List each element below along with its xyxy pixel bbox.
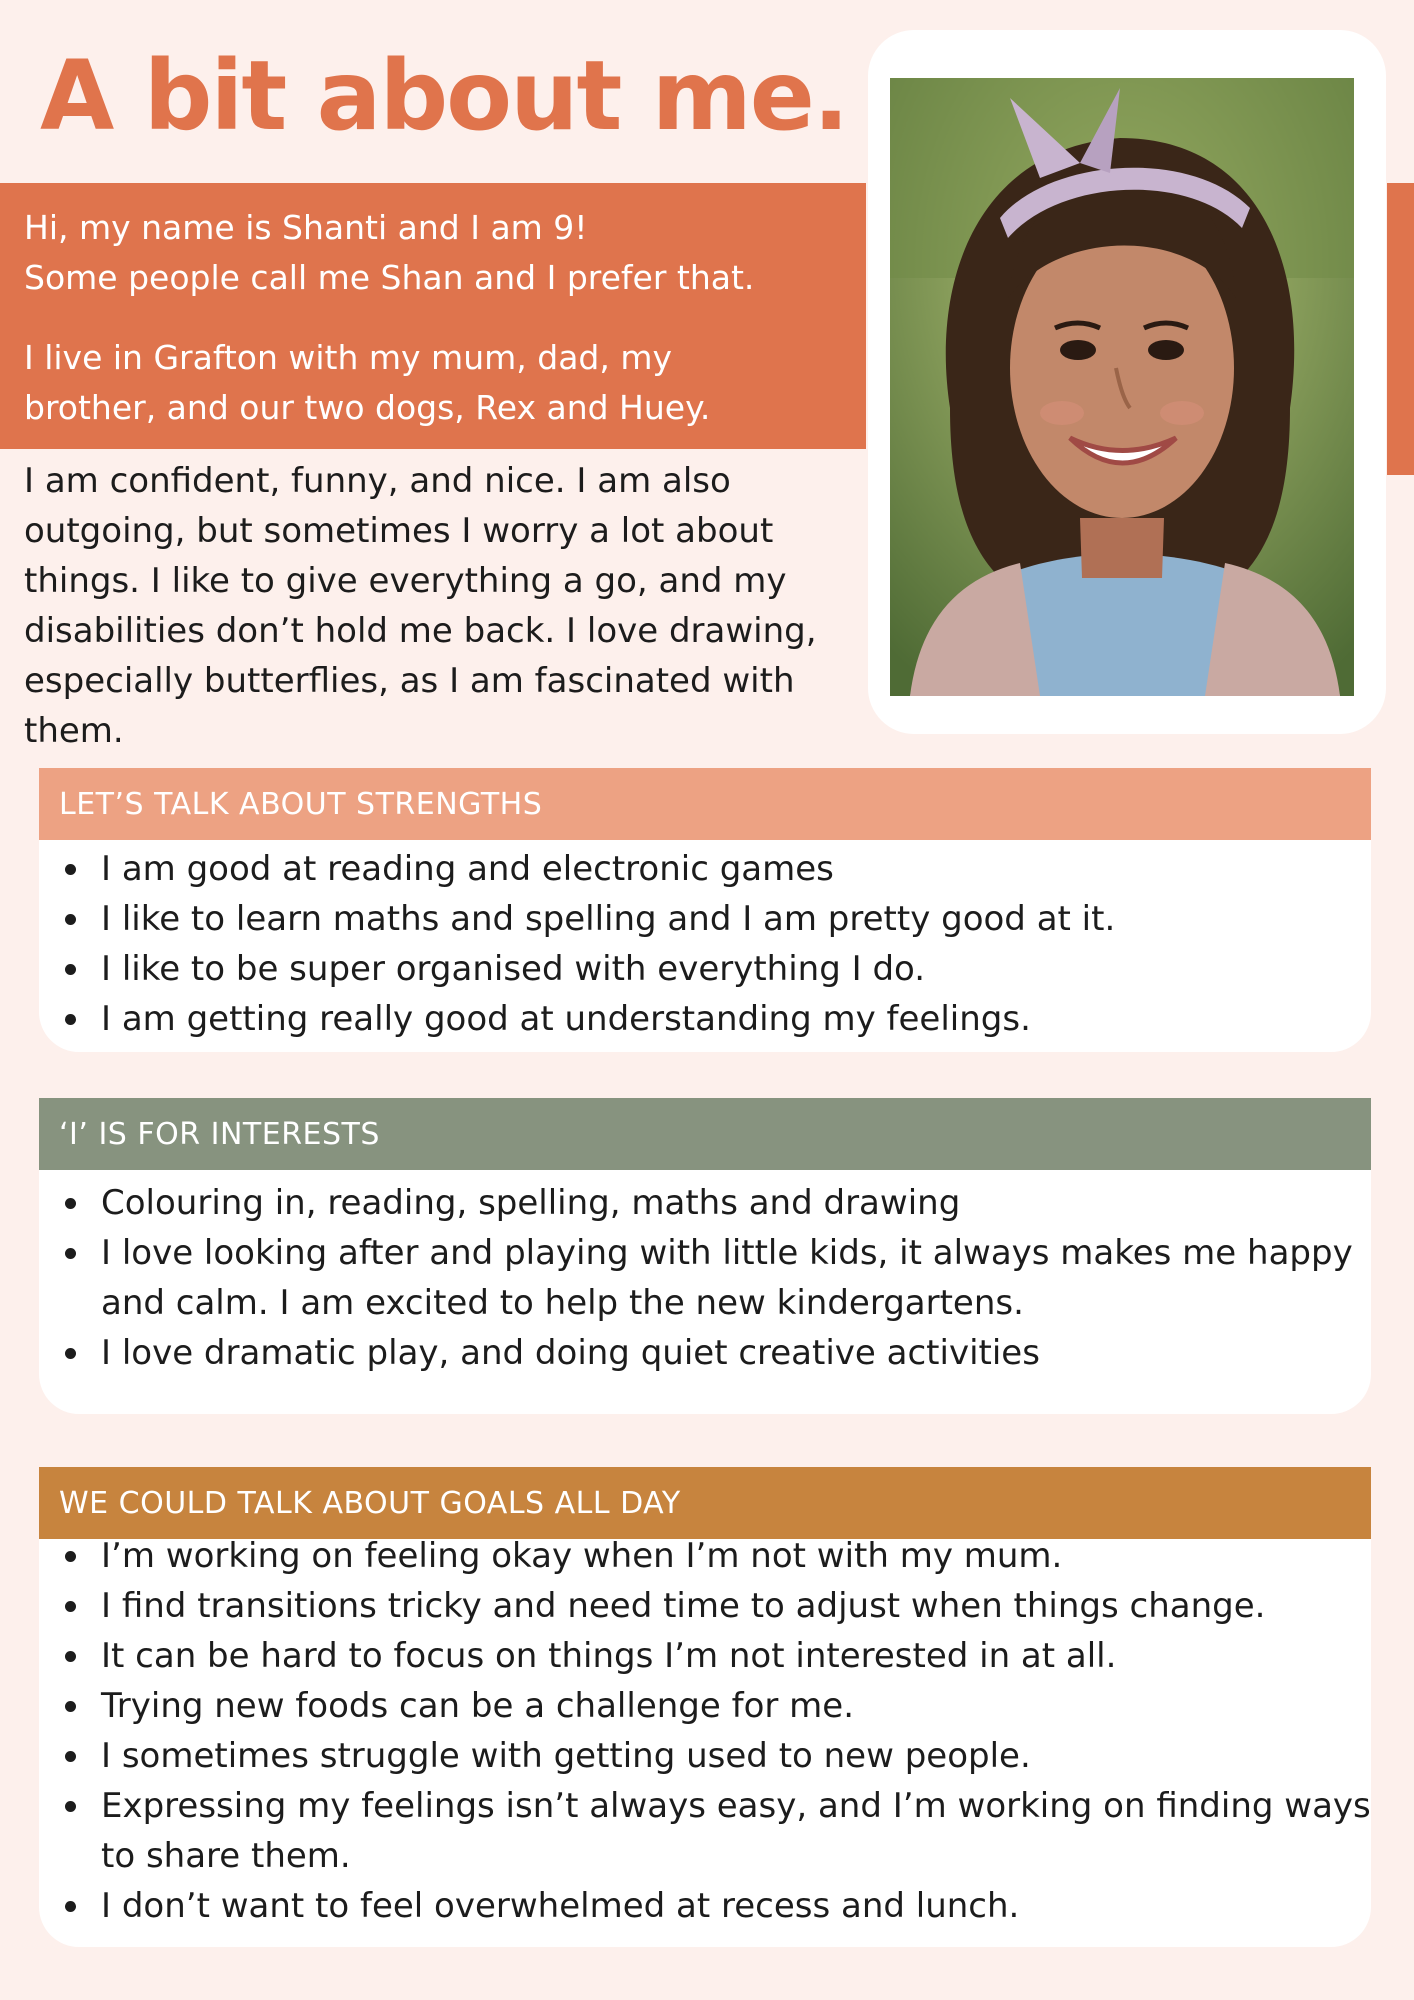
goals-section bbox=[39, 1467, 1371, 1947]
list-item: I’m working on feeling okay when I’m not with my mum. bbox=[39, 1531, 1371, 1581]
intro-home bbox=[24, 333, 842, 433]
portrait-illustration bbox=[890, 78, 1354, 696]
intro-line-3: I live in Grafton with my mum, dad, my bbox=[24, 338, 673, 377]
list-item: Trying new foods can be a challenge for me. bbox=[39, 1681, 1371, 1731]
intro-line-2: Some people call me Shan and I prefer that. bbox=[24, 258, 755, 297]
list-item: I love dramatic play, and doing quiet creative activities bbox=[39, 1328, 1371, 1378]
portrait-photo bbox=[890, 78, 1354, 696]
list-item: I don’t want to feel overwhelmed at recess and lunch. bbox=[39, 1881, 1371, 1931]
intro-line-4: brother, and our two dogs, Rex and Huey. bbox=[24, 388, 711, 427]
list-item: I like to learn maths and spelling and I am pretty good at it. bbox=[39, 894, 1371, 944]
list-item: I am getting really good at understanding my feelings. bbox=[39, 994, 1371, 1044]
list-item: I am good at reading and electronic games bbox=[39, 844, 1371, 894]
goals-heading: WE COULD TALK ABOUT GOALS ALL DAY bbox=[39, 1467, 1371, 1539]
interests-section bbox=[39, 1098, 1371, 1414]
interests-heading: ‘I’ IS FOR INTERESTS bbox=[39, 1098, 1371, 1170]
list-item: Expressing my feelings isn’t always easy, and I’m working on finding ways to share them. bbox=[39, 1781, 1371, 1881]
list-item: I love looking after and playing with little kids, it always makes me happy and calm. I am excited to help the new kindergartens. bbox=[39, 1228, 1371, 1328]
goals-list bbox=[39, 1531, 1371, 1931]
intro-line-1: Hi, my name is Shanti and I am 9! bbox=[24, 208, 588, 247]
about-paragraph: I am confident, funny, and nice. I am also outgoing, but sometimes I worry a lot about things. I like to give everything a go, and my disabilities don’t hold me back. I love drawing, especially butterflies, as I am fascinated with them. bbox=[24, 461, 817, 751]
list-item: I sometimes struggle with getting used to new people. bbox=[39, 1731, 1371, 1781]
strengths-heading: LET’S TALK ABOUT STRENGTHS bbox=[39, 768, 1371, 840]
intro-band bbox=[0, 183, 866, 449]
decorative-strip bbox=[1387, 183, 1414, 475]
list-item: It can be hard to focus on things I’m not interested in at all. bbox=[39, 1631, 1371, 1681]
strengths-list bbox=[39, 840, 1371, 1044]
list-item: Colouring in, reading, spelling, maths and drawing bbox=[39, 1178, 1371, 1228]
strengths-section bbox=[39, 768, 1371, 1052]
interests-list bbox=[39, 1170, 1371, 1378]
photo-card bbox=[868, 30, 1386, 734]
intro-name bbox=[24, 203, 842, 303]
page-title: A bit about me. bbox=[40, 40, 848, 152]
list-item: I find transitions tricky and need time to adjust when things change. bbox=[39, 1581, 1371, 1631]
list-item: I like to be super organised with everything I do. bbox=[39, 944, 1371, 994]
